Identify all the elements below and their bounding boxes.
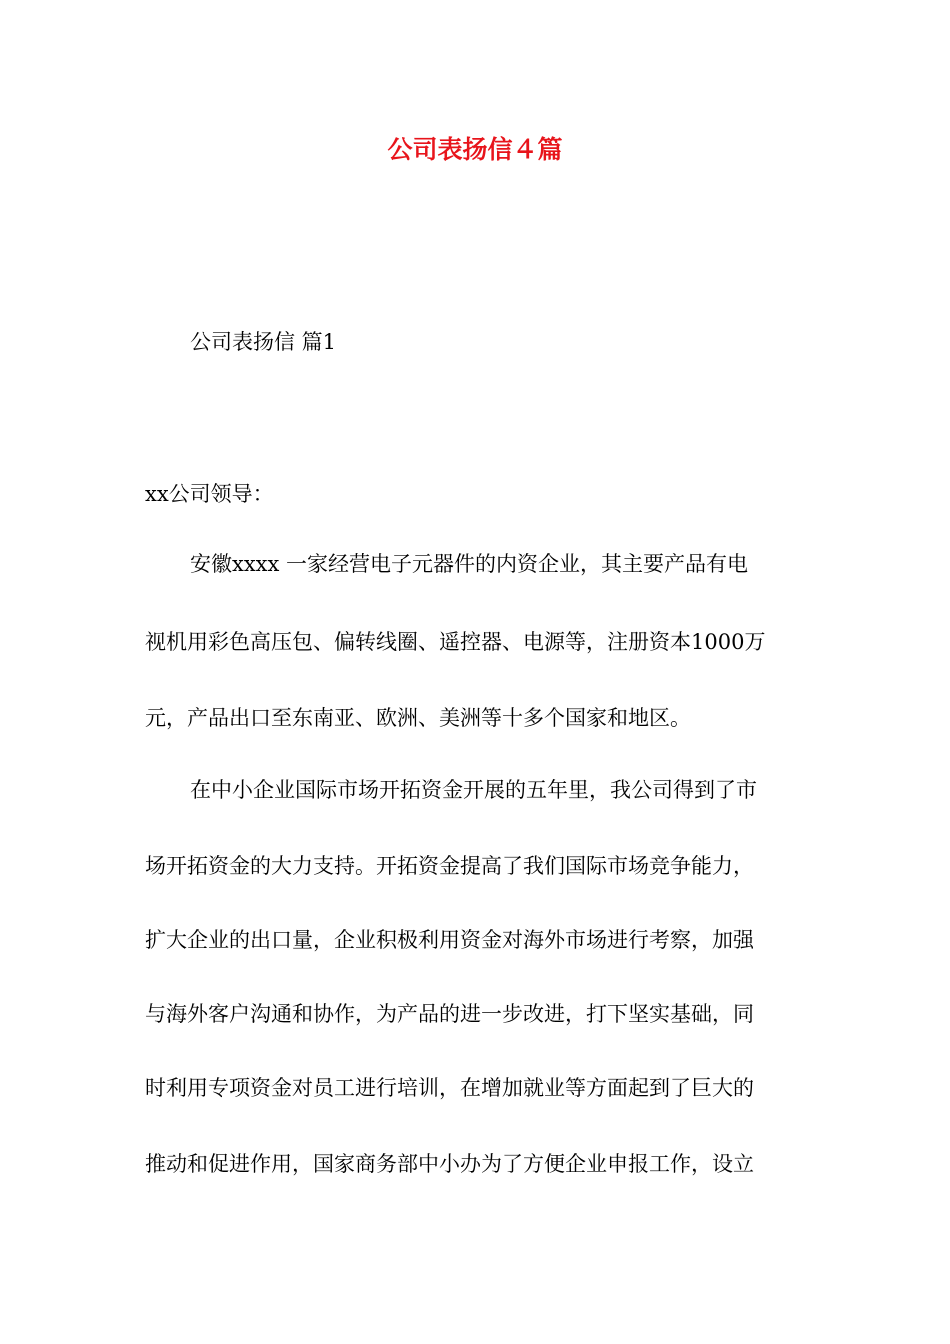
body-line-4: 在中小企业国际市场开拓资金开展的五年里，我公司得到了市 [190, 778, 757, 802]
section-heading: 公司表扬信 篇1 [190, 330, 337, 354]
letter-salutation: xx公司领导： [145, 482, 274, 506]
body-line-7: 与海外客户沟通和协作，为产品的进一步改进，打下坚实基础，同 [145, 1002, 754, 1026]
body-line-8: 时利用专项资金对员工进行培训，在增加就业等方面起到了巨大的 [145, 1076, 754, 1100]
document-title: 公司表扬信４篇 [387, 135, 563, 164]
body-line-2: 视机用彩色高压包、偏转线圈、遥控器、电源等，注册资本1000万 [145, 630, 766, 654]
body-line-5: 场开拓资金的大力支持。开拓资金提高了我们国际市场竞争能力， [145, 854, 754, 878]
body-line-1: 安徽xxxx 一家经营电子元器件的内资企业，其主要产品有电 [190, 552, 749, 576]
body-line-3: 元，产品出口至东南亚、欧洲、美洲等十多个国家和地区。 [145, 706, 691, 730]
body-line-9: 推动和促进作用，国家商务部中小办为了方便企业申报工作，设立 [145, 1152, 754, 1176]
body-line-6: 扩大企业的出口量，企业积极利用资金对海外市场进行考察，加强 [145, 928, 754, 952]
